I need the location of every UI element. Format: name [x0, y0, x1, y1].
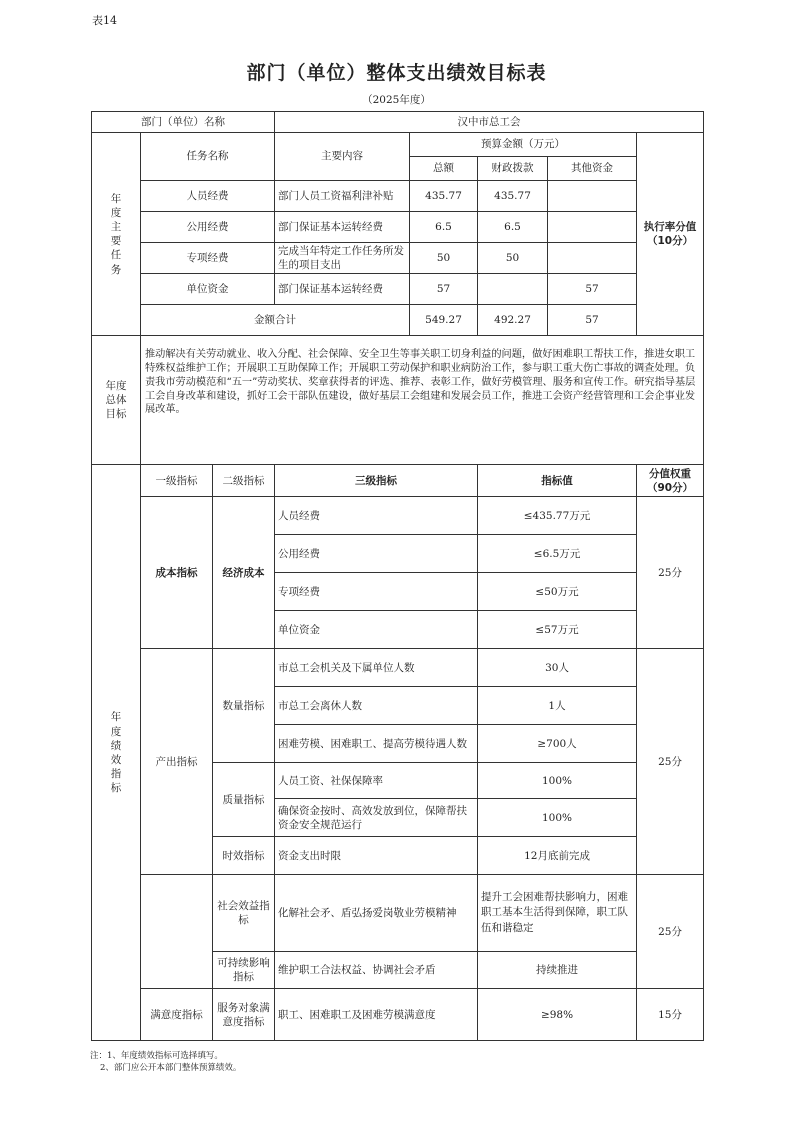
- quantity-level2: 数量指标: [213, 649, 275, 763]
- cost-level2: 经济成本: [213, 497, 275, 649]
- sum-other: 57: [548, 305, 637, 336]
- indicator-value: 提升工会困难帮扶影响力，困难职工基本生活得到保障，职工队伍和谐稳定: [478, 875, 637, 952]
- task-fiscal: 6.5: [478, 212, 548, 243]
- task-content: 完成当年特定工作任务所发生的项目支出: [275, 243, 410, 274]
- indicators-section-label: 年 度 绩 效 指 标: [92, 465, 141, 1041]
- footnotes: [90, 1050, 241, 1075]
- task-total: 50: [410, 243, 478, 274]
- indicator-name: 人员经费: [275, 497, 478, 535]
- overall-goal-text: 推动解决有关劳动就业、收入分配、社会保障、安全卫生等事关职工切身利益的问题，做好困难职工帮扶工作，推进女职工特殊权益维护工作；开展职工互助保障工作；开展职工劳动保护和职业病防治工作，参与职工重大伤亡事故的调查处理。负责我市劳动模范和“五一”劳动奖状、奖章获得者的评选、推荐、表彰工作，做好劳模管理、服务和宣传工作。研究指导基层工会自身改革和建设，抓好工会干部队伍建设，做好基层工会组建和发展会员工作，推进工会资产经营管理和工会企事业发展改革。: [141, 336, 704, 465]
- indicator-value: ≥98%: [478, 989, 637, 1041]
- task-name-header: 任务名称: [141, 133, 275, 181]
- page-title: 部门（单位）整体支出绩效目标表: [246, 62, 547, 84]
- task-other: [548, 212, 637, 243]
- main-content-header: 主要内容: [275, 133, 410, 181]
- quality-level2: 质量指标: [213, 763, 275, 837]
- task-fiscal: 435.77: [478, 181, 548, 212]
- task-name: 专项经费: [141, 243, 275, 274]
- overall-goal-label: 年度 总体 目标: [92, 336, 141, 465]
- budget-header: 预算金额（万元）: [410, 133, 637, 157]
- sum-row: [92, 305, 704, 336]
- indicator-name: 化解社会矛、盾弘扬爱岗敬业劳模精神: [275, 875, 478, 952]
- indicator-row: [92, 649, 704, 687]
- indicator-value: ≥700人: [478, 725, 637, 763]
- sum-fiscal: 492.27: [478, 305, 548, 336]
- task-content: 部门保证基本运转经费: [275, 274, 410, 305]
- output-weight: 25分: [637, 649, 704, 875]
- cost-level1: 成本指标: [141, 497, 213, 649]
- level2-header: 二级指标: [213, 465, 275, 497]
- sum-label: 金额合计: [141, 305, 410, 336]
- indicator-name: 公用经费: [275, 535, 478, 573]
- indicator-value: 100%: [478, 763, 637, 799]
- indicator-value: ≤50万元: [478, 573, 637, 611]
- task-fiscal: 50: [478, 243, 548, 274]
- indicator-name: 困难劳模、困难职工、提高劳模待遇人数: [275, 725, 478, 763]
- task-row: [92, 212, 704, 243]
- indicator-name: 市总工会机关及下属单位人数: [275, 649, 478, 687]
- other-header: 其他资金: [548, 157, 637, 181]
- indicator-name: 专项经费: [275, 573, 478, 611]
- tasks-header-row: [92, 133, 704, 157]
- sustain-level2: 可持续影响指标: [213, 952, 275, 989]
- satisfaction-weight: 15分: [637, 989, 704, 1041]
- indicator-row: [92, 497, 704, 535]
- indicator-row: [92, 875, 704, 952]
- weight-header: 分值权重（90分）: [637, 465, 704, 497]
- overall-goal-row: [92, 336, 704, 465]
- cost-weight: 25分: [637, 497, 704, 649]
- indicator-name: 人员工资、社保保障率: [275, 763, 478, 799]
- level1-header: 一级指标: [141, 465, 213, 497]
- task-name: 公用经费: [141, 212, 275, 243]
- indicator-value: 100%: [478, 799, 637, 837]
- value-header: 指标值: [478, 465, 637, 497]
- satisfaction-level1: 满意度指标: [141, 989, 213, 1041]
- indicator-value: 30人: [478, 649, 637, 687]
- dept-row: [92, 112, 704, 133]
- fiscal-header: 财政拨款: [478, 157, 548, 181]
- task-content: 部门人员工资福利津补贴: [275, 181, 410, 212]
- sum-total: 549.27: [410, 305, 478, 336]
- indicator-name: 维护职工合法权益、协调社会矛盾: [275, 952, 478, 989]
- dept-value: 汉中市总工会: [275, 112, 704, 133]
- task-total: 6.5: [410, 212, 478, 243]
- social-level2: 社会效益指标: [213, 875, 275, 952]
- effect-weight: 25分: [637, 875, 704, 989]
- total-header: 总额: [410, 157, 478, 181]
- tasks-section-label: 年 度 主 要 任 务: [92, 133, 141, 336]
- satisfaction-level2: 服务对象满意度指标: [213, 989, 275, 1041]
- task-content: 部门保证基本运转经费: [275, 212, 410, 243]
- indicator-value: 1人: [478, 687, 637, 725]
- indicator-value: 12月底前完成: [478, 837, 637, 875]
- task-name: 人员经费: [141, 181, 275, 212]
- performance-table: [91, 111, 704, 1041]
- effect-level1: [141, 875, 213, 989]
- task-total: 57: [410, 274, 478, 305]
- footnote-2: 2、部门应公开本部门整体预算绩效。: [100, 1063, 242, 1074]
- indicator-value: ≤6.5万元: [478, 535, 637, 573]
- level3-header: 三级指标: [275, 465, 478, 497]
- task-other: 57: [548, 274, 637, 305]
- task-row: [92, 181, 704, 212]
- task-row: [92, 243, 704, 274]
- table-number: 表14: [92, 14, 117, 27]
- exec-score-cell: 执行率分值（10分）: [637, 133, 704, 336]
- indicator-name: 市总工会离休人数: [275, 687, 478, 725]
- indicator-name: 资金支出时限: [275, 837, 478, 875]
- dept-label: 部门（单位）名称: [92, 112, 275, 133]
- indicator-name: 职工、困难职工及困难劳模满意度: [275, 989, 478, 1041]
- task-name: 单位资金: [141, 274, 275, 305]
- indicator-value: 持续推进: [478, 952, 637, 989]
- footnote-1: 注：1、年度绩效指标可选择填写。: [90, 1051, 223, 1061]
- indicator-name: 单位资金: [275, 611, 478, 649]
- task-other: [548, 181, 637, 212]
- task-row: [92, 274, 704, 305]
- indicator-value: ≤435.77万元: [478, 497, 637, 535]
- timeliness-level2: 时效指标: [213, 837, 275, 875]
- indicator-name: 确保资金按时、高效发放到位，保障帮扶资金安全规范运行: [275, 799, 478, 837]
- task-other: [548, 243, 637, 274]
- output-level1: 产出指标: [141, 649, 213, 875]
- indicators-header-row: [92, 465, 704, 497]
- task-fiscal: [478, 274, 548, 305]
- indicator-value: ≤57万元: [478, 611, 637, 649]
- task-total: 435.77: [410, 181, 478, 212]
- indicator-row: [92, 989, 704, 1041]
- year-label: （2025年度）: [362, 94, 431, 106]
